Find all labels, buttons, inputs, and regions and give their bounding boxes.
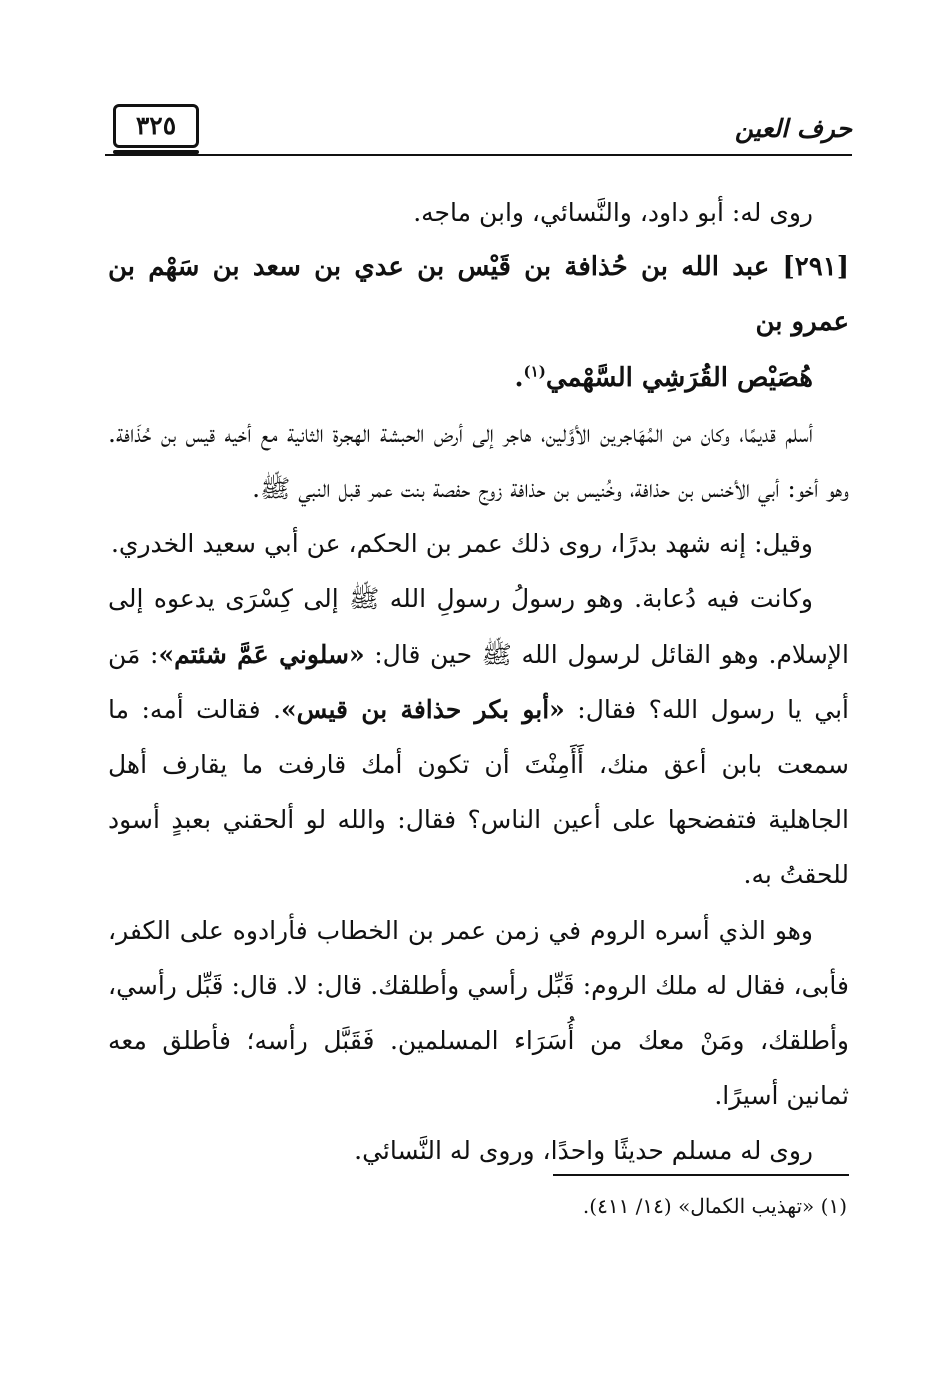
paragraph-envoy-part-3: . فقالت أمه: ما سمعت بابن أعق منك، أَأَمِنْتَ أن تكون أمك قارفت ما يقارف أهل الجاهلية فتفضحها على أعين الناس؟ فقال: والله لو ألحقني بعبدٍ أسود للحقتُ به. (108, 694, 849, 890)
footnote-marker: (١) (523, 361, 546, 380)
quote-father: «أبو بكر حذافة بن قيس» (280, 694, 565, 724)
paragraph-biography: أسلم قديمًا، وكان من المُهَاجرين الأوَّلين، هاجر إلى أرض الحبشة الهجرة الثانية مع أخيه قيس بن حُذَافة. وهو أخو: أبي الأخنس بن حذافة، وخُنيس بن حذافة زوج حفصة بنت عمر قبل النبي ﷺ. (108, 418, 849, 504)
footnote: (١) «تهذيب الكمال» (١٤/ ٤١١). (582, 1194, 847, 1218)
entry-heading (108, 240, 849, 406)
quote-ask-me: «سلوني عَمَّ شئتم» (158, 639, 365, 669)
paragraph-envoy-part-1: وكانت فيه دُعابة. وهو رسولُ رسولِ الله ﷺ إلى كِسْرَى يدعوه إلى الإسلام. وهو القائل لرسول الله ﷺ حين قال: (108, 584, 849, 669)
entry-heading-line-2 (514, 363, 849, 393)
paragraph-envoy (108, 571, 849, 902)
paragraph-muslim: روى له مسلم حديثًا واحدًا، وروى له النَّسائي. (354, 1136, 813, 1166)
paragraph-badr: وقيل: إنه شهد بدرًا، روى ذلك عمر بن الحكم، عن أبي سعيد الخدري. (110, 529, 813, 559)
paragraph-envoy-part-2: : مَن أبي يا رسول الله؟ فقال: (108, 639, 849, 724)
page-header (105, 100, 852, 160)
entry-heading-period: . (514, 362, 524, 393)
entry-heading-line-1: [٢٩١] عبد الله بن حُذافة بن قَيْس بن عدي بن سعد بن سَهْم بن عمرو بن (108, 252, 849, 338)
header-rule (105, 154, 852, 156)
footnote-rule (553, 1174, 849, 1176)
paragraph-captivity: وهو الذي أسره الروم في زمن عمر بن الخطاب فأرادوه على الكفر، فأبى، فقال له ملك الروم: قَبِّل رأسي وأطلقك. قال: لا. قال: قَبِّل رأسي، وأطلقك، ومَنْ معك من أُسَرَاء المسلمين. فَقَبَّل رأسه؛ فأطلق معه ثمانين أسيرًا. (108, 915, 849, 1111)
paragraph-narrators: روى له: أبو داود، والنَّسائي، وابن ماجه. (413, 198, 813, 227)
page-number: ٣٢٥ (113, 104, 199, 148)
entry-heading-name-end: هُصَيْص القُرَشِي السَّهْمي (545, 362, 813, 393)
body-text (108, 185, 849, 1179)
running-title: حرف العين (734, 114, 852, 143)
